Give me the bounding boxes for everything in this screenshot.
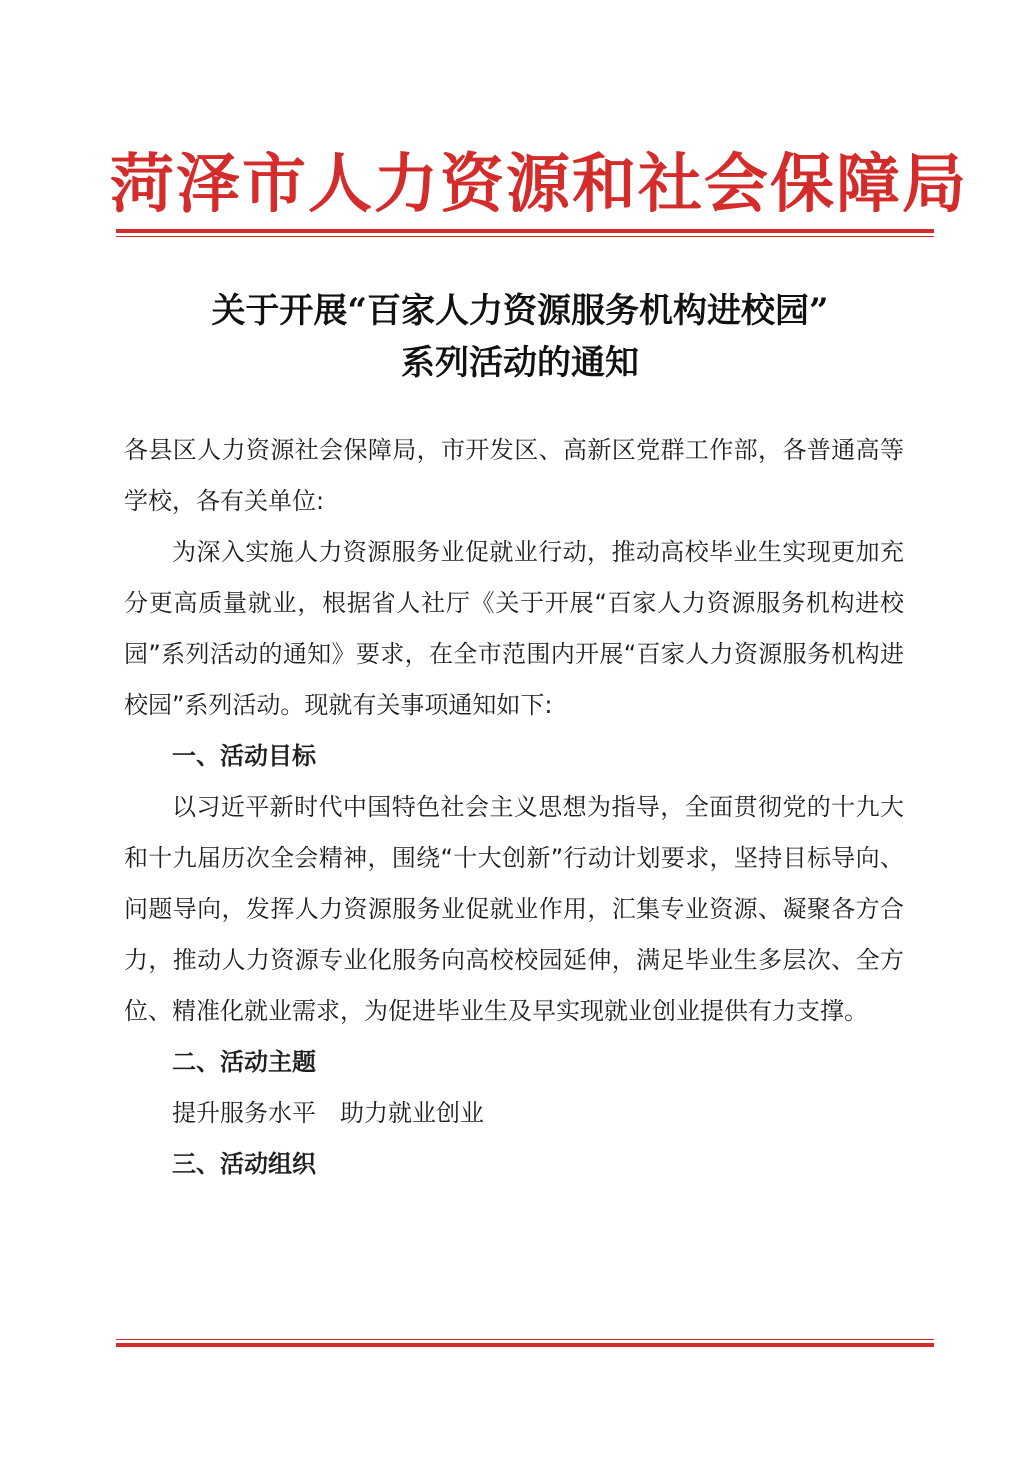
masthead-rule-thin	[116, 236, 934, 237]
section-3-heading: 三、活动组织	[172, 1150, 316, 1178]
footer-rule-thin	[116, 1339, 934, 1340]
section-1-paragraph: 以习近平新时代中国特色社会主义思想为指导，全面贯彻党的十九大和十九届历次全会精神，围绕“十大创新”行动计划要求，坚持目标导向、问题导向，发挥人力资源服务业促就业作用，汇集专业资源、凝聚各方合力，推动人力资源专业化服务向高校校园延伸，满足毕业生多层次、全方位、精准化就业需求，为促进毕业生及早实现就业创业提供有力支撑。	[124, 793, 904, 1025]
section-1-heading: 一、活动目标	[172, 742, 316, 770]
salutation: 各县区人力资源社会保障局，市开发区、高新区党群工作部，各普通高等学校，各有关单位:	[124, 436, 904, 515]
document-title-line-2: 系列活动的通知	[401, 343, 639, 383]
masthead-rule-thick	[116, 229, 934, 233]
document-body	[124, 425, 904, 1190]
section-2-heading: 二、活动主题	[172, 1048, 316, 1076]
footer-rule-thick	[116, 1343, 934, 1347]
document-title-line-1: 关于开展“百家人力资源服务机构进校园”	[211, 291, 829, 331]
document-title	[110, 285, 930, 389]
intro-paragraph: 为深入实施人力资源服务业促就业行动，推动高校毕业生实现更加充分更高质量就业，根据省人社厅《关于开展“百家人力资源服务机构进校园”系列活动的通知》要求，在全市范围内开展“百家人力资源服务机构进校园”系列活动。现就有关事项通知如下:	[124, 538, 904, 719]
agency-masthead: 菏泽市人力资源和社会保障局	[110, 147, 968, 222]
section-2-paragraph: 提升服务水平 助力就业创业	[172, 1099, 484, 1127]
